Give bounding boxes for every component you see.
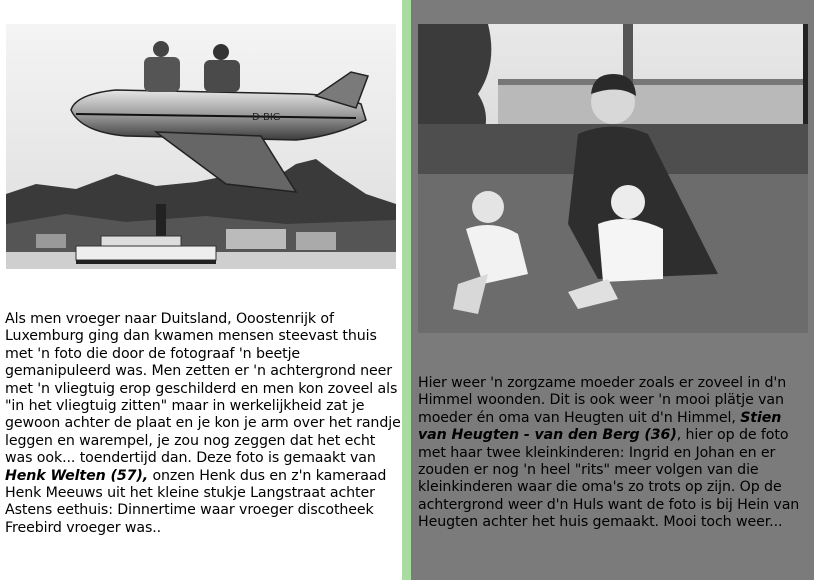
right-caption [418,375,810,532]
airplane-photo [6,24,396,269]
grandmother-photo [418,24,808,333]
grandmother-photo-image [418,24,808,333]
left-caption [5,311,401,537]
right-panel [411,0,814,580]
left-caption-part2: onzen Henk dus en z'n kameraad Henk Meeuws uit het kleine stukje Langstraat achter Astens eethuis: Dinnertime waar vroeger discotheek Freebird vroeger was.. [5,467,387,536]
left-panel [0,0,402,580]
right-caption-name: Stien van Heugten - van den Berg (36) [418,409,782,444]
right-caption-part1: Hier weer 'n zorgzame moeder zoals er zoveel in d'n Himmel woonden. Dit is ook weer 'n mooi plätje van moeder én oma van Heugten uit d'n Himmel, [418,375,787,426]
left-caption-name: Henk Welten (57), [5,467,149,484]
left-caption-part1: Als men vroeger naar Duitsland, Ooostenrijk of Luxemburg ging dan kwamen mensen steevast thuis met 'n foto die door de fotograaf 'n beetje gemanipuleerd was. Men zetten er 'n achtergrond neer met 'n vliegtuig erop geschilderd en men kon zoveel als "in het vliegtuig zitten" maar in werkelijkheid zat je gewoon achter de plaat en je kon je arm over het randje leggen en warempel, je zou nog zeggen dat het echt was ook... toendertijd dan. Deze foto is gemaakt van [5,311,401,467]
panel-divider [402,0,411,580]
airplane-photo-image [6,24,396,269]
plane-registration-text: D-BIG [252,112,281,123]
right-caption-part2: , hier op de foto met haar twee kleinkinderen: Ingrid en Johan en er zouden er nog 'n heel "rits" meer volgen van die kleinkinderen waar die oma's zo trots op zijn. Op de achtergrond weer d'n Huls want de foto is bij Hein van Heugten achter het huis gemaakt. Mooi toch weer... [418,427,800,531]
